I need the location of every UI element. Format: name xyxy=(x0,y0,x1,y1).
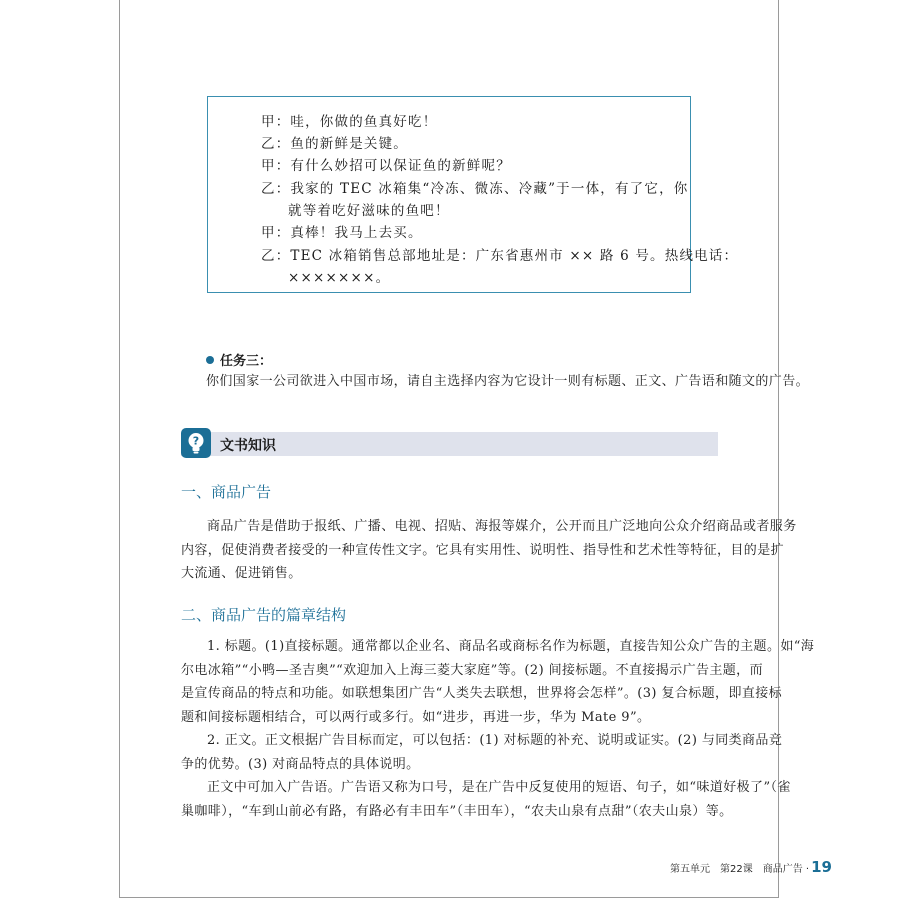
text-line: 是宣传商品的特点和功能。如联想集团广告“人类失去联想，世界将会怎样”。(3) 复合标题，即直接标 xyxy=(181,686,783,701)
text-line: 商品广告是借助于报纸、广播、电视、招贴、海报等媒介，公开而且广泛地向公众介绍商品或者服务 xyxy=(207,519,797,534)
text-line: 2. 正文。正文根据广告目标而定，可以包括：(1) 对标题的补充、说明或证实。(2) 与同类商品竞 xyxy=(207,733,783,748)
section-title: 文书知识 xyxy=(220,438,276,454)
text-line: 尔电冰箱”“小鸭—圣吉奥”“欢迎加入上海三菱大家庭”等。(2) 间接标题。不直接揭示广告主题，而 xyxy=(181,662,763,678)
dialog-line: 乙：鱼的新鲜是关键。 xyxy=(261,136,408,152)
dialog-line: 乙：TEC 冰箱销售总部地址是：广东省惠州市 ×× 路 6 号。热线电话： xyxy=(261,248,739,264)
page-footer xyxy=(670,858,832,876)
svg-text:?: ? xyxy=(192,434,200,448)
task-text: 你们国家一公司欲进入中国市场，请自主选择内容为它设计一则有标题、正文、广告语和随文的广告。 xyxy=(206,374,810,389)
lightbulb-question-icon xyxy=(181,428,211,458)
heading-structure: 二、商品广告的篇章结构 xyxy=(181,606,347,624)
heading-product-ad: 一、商品广告 xyxy=(181,483,272,501)
task-title xyxy=(206,350,272,369)
page-number: 19 xyxy=(811,858,832,876)
text-line: 题和间接标题相结合，可以两行或多行。如“进步，再进一步，华为 Mate 9”。 xyxy=(181,709,651,725)
dialog-line: 甲：真棒！我马上去买。 xyxy=(261,225,423,241)
text-line: 争的优势。(3) 对商品特点的具体说明。 xyxy=(181,756,420,772)
text-line: 巢咖啡），“车到山前必有路，有路必有丰田车”（丰田车），“农夫山泉有点甜”（农夫山泉）等。 xyxy=(181,803,733,819)
task-title-text: 任务三： xyxy=(220,354,273,369)
text-line: 内容，促使消费者接受的一种宣传性文字。它具有实用性、说明性、指导性和艺术性等特征，目的是扩 xyxy=(181,542,785,558)
dialog-line: 就等着吃好滋味的鱼吧！ xyxy=(288,203,450,219)
bullet-dot-icon xyxy=(206,356,214,364)
text-line: 大流通、促进销售。 xyxy=(181,566,302,581)
paragraph-structure xyxy=(181,635,815,823)
footer-text: 第五单元 第22课 商品广告 · xyxy=(670,864,810,875)
page xyxy=(119,0,815,898)
paragraph-definition xyxy=(181,515,797,586)
text-line: 1. 标题。(1)直接标题。通常都以企业名、商品名或商标名作为标题，直接告知公众广告的主题。如“海 xyxy=(207,639,815,654)
dialog-line: 甲：哇，你做的鱼真好吃！ xyxy=(261,114,438,130)
dialog-line: 甲：有什么妙招可以保证鱼的新鲜呢？ xyxy=(261,158,511,174)
dialog-line: ×××××××。 xyxy=(288,270,391,286)
dialog-line: 乙：我家的 TEC 冰箱集“冷冻、微冻、冷藏”于一体，有了它，你 xyxy=(261,181,689,197)
text-line: 正文中可加入广告语。广告语又称为口号，是在广告中反复使用的短语、句子，如“味道好极了”（雀 xyxy=(207,780,791,795)
